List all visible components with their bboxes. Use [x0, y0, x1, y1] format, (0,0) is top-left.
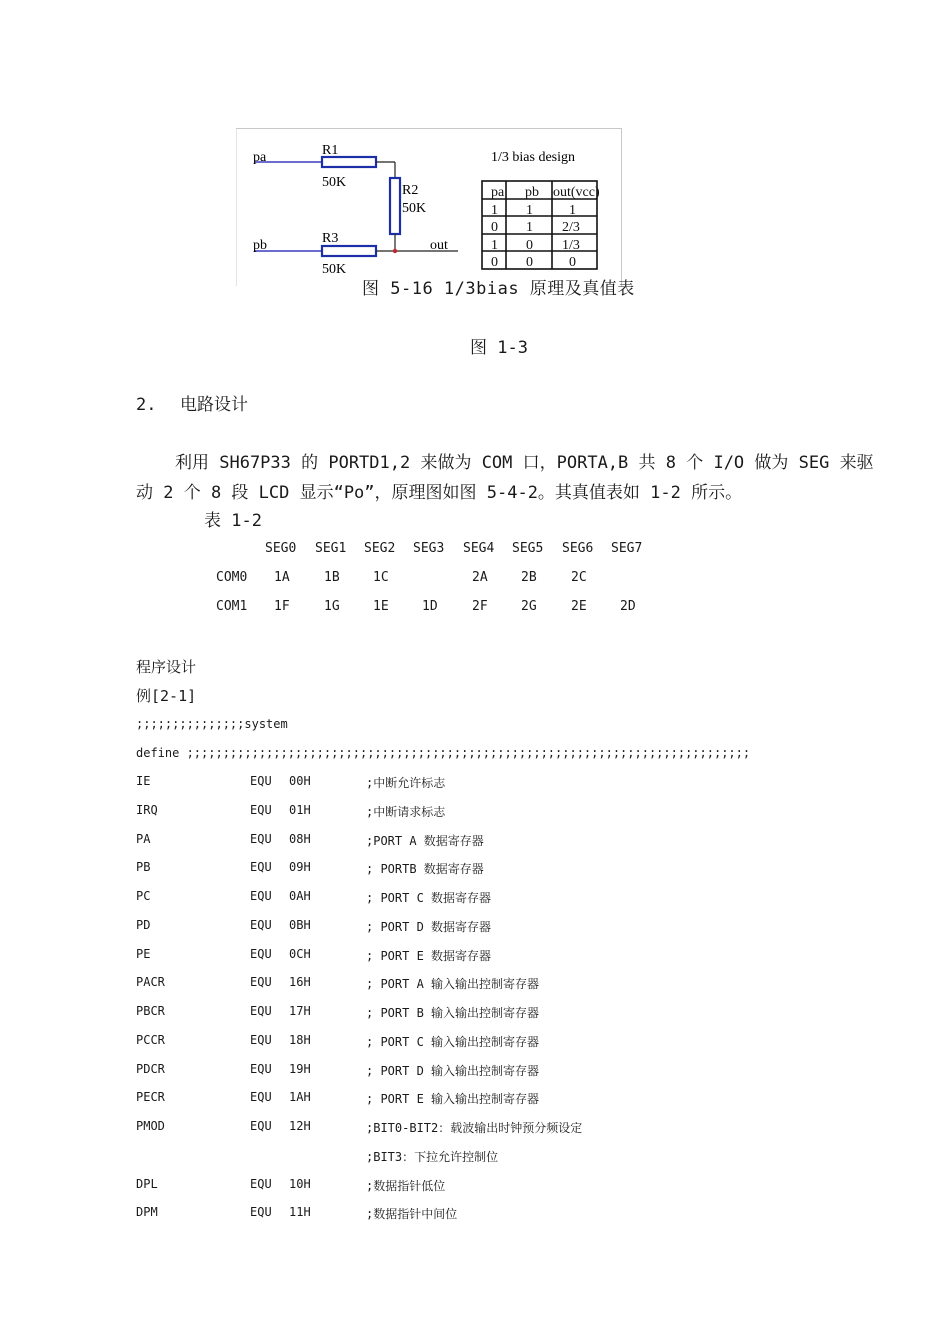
code-op: EQU	[250, 1119, 272, 1133]
code-op: EQU	[250, 889, 272, 903]
seg-cell: 2G	[521, 599, 537, 614]
resistor-r1	[322, 157, 376, 167]
section-heading	[136, 390, 248, 415]
program-title: 程序设计	[136, 658, 197, 676]
seg-header: SEG4	[463, 541, 495, 556]
code-comment: ; PORT B 输入输出控制寄存器	[366, 1006, 540, 1020]
code-comment: ; PORTB 数据寄存器	[366, 862, 484, 876]
code-value: 01H	[289, 803, 311, 817]
seg-cell: 2E	[571, 599, 587, 614]
label-r1-value: 50K	[322, 175, 347, 190]
code-name: IRQ	[136, 803, 158, 817]
code-comment: ;BIT3：下拉允许控制位	[366, 1150, 499, 1164]
code-name: PBCR	[136, 1004, 165, 1018]
code-op: EQU	[250, 1177, 272, 1191]
bias-circuit-diagram	[236, 128, 622, 288]
code-line-define: define ;;;;;;;;;;;;;;;;;;;;;;;;;;;;;;;;;;;;;;;;;;;;;;;;;;;;;;;;;;;;;;;;;;;;;;;;;;;;;;	[136, 746, 751, 760]
code-name: IE	[136, 774, 151, 788]
code-name: DPL	[136, 1177, 158, 1191]
code-value: 17H	[289, 1004, 311, 1018]
label-r3-name: R3	[322, 231, 339, 246]
seg-cell: 2D	[620, 599, 636, 614]
code-op: EQU	[250, 975, 272, 989]
code-value: 10H	[289, 1177, 311, 1191]
code-comment: ; PORT E 输入输出控制寄存器	[366, 1092, 540, 1106]
seg-cell: 1F	[274, 599, 290, 614]
label-r2-name: R2	[402, 183, 419, 198]
paragraph-line: 利用 SH67P33 的 PORTD1,2 来做为 COM 口，PORTA,B 共 8 个 I/O 做为 SEG 来驱	[175, 453, 874, 473]
code-name: PECR	[136, 1090, 165, 1104]
code-op: EQU	[250, 803, 272, 817]
tt-header-pa: pa	[491, 185, 505, 200]
code-op: EQU	[250, 1004, 272, 1018]
code-op: EQU	[250, 1205, 272, 1219]
tt-cell: 0	[526, 238, 533, 253]
seg-cell: 2C	[571, 570, 587, 585]
code-op: EQU	[250, 774, 272, 788]
seg-header: SEG2	[364, 541, 396, 556]
code-name: PMOD	[136, 1119, 165, 1133]
label-pa: pa	[253, 150, 267, 165]
code-line-system: ;;;;;;;;;;;;;;;system	[136, 717, 288, 731]
label-out: out	[430, 238, 448, 253]
seg-header: SEG5	[512, 541, 544, 556]
code-comment: ; PORT C 数据寄存器	[366, 891, 492, 905]
code-name: PC	[136, 889, 151, 903]
code-value: 16H	[289, 975, 311, 989]
code-op: EQU	[250, 1090, 272, 1104]
junction-dot	[393, 249, 397, 253]
code-op: EQU	[250, 1062, 272, 1076]
code-comment: ; PORT A 输入输出控制寄存器	[366, 977, 540, 991]
code-name: PB	[136, 860, 151, 874]
code-op: EQU	[250, 860, 272, 874]
code-name: DPM	[136, 1205, 158, 1219]
code-comment: ; PORT D 输入输出控制寄存器	[366, 1064, 540, 1078]
tt-cell: 0	[569, 255, 576, 270]
code-value: 0AH	[289, 889, 311, 903]
code-value: 1AH	[289, 1090, 311, 1104]
code-value: 09H	[289, 860, 311, 874]
seg-cell: 2F	[472, 599, 488, 614]
code-op: EQU	[250, 832, 272, 846]
code-name: PDCR	[136, 1062, 165, 1076]
seg-cell: 2B	[521, 570, 537, 585]
figure-label: 图 1-3	[470, 338, 528, 358]
seg-cell: 1G	[324, 599, 340, 614]
tt-cell: 0	[491, 255, 498, 270]
section-title: 电路设计	[180, 395, 248, 415]
code-comment: ; PORT E 数据寄存器	[366, 949, 492, 963]
seg-header: SEG0	[265, 541, 297, 556]
seg-header: SEG7	[611, 541, 643, 556]
code-value: 0BH	[289, 918, 311, 932]
code-value: 08H	[289, 832, 311, 846]
code-comment: ; PORT C 输入输出控制寄存器	[366, 1035, 540, 1049]
code-value: 19H	[289, 1062, 311, 1076]
code-name: PE	[136, 947, 151, 961]
code-name: PD	[136, 918, 151, 932]
seg-cell: 1A	[274, 570, 290, 585]
truth-table-title: 1/3 bias design	[491, 150, 575, 165]
code-comment: ;中断允许标志	[366, 776, 446, 790]
tt-cell: 1	[491, 238, 498, 253]
code-comment: ;中断请求标志	[366, 805, 446, 819]
com-label: COM1	[216, 599, 248, 614]
tt-header-out: out(vcc)	[553, 185, 600, 200]
code-comment: ;PORT A 数据寄存器	[366, 834, 484, 848]
tt-cell: 1	[526, 203, 533, 218]
code-op: EQU	[250, 1033, 272, 1047]
program-example-label: 例[2-1]	[136, 687, 197, 705]
code-comment: ;数据指针中间位	[366, 1207, 458, 1221]
label-r3-value: 50K	[322, 262, 347, 277]
code-name: PACR	[136, 975, 165, 989]
code-value: 12H	[289, 1119, 311, 1133]
tt-cell: 1/3	[562, 238, 580, 253]
paragraph-line: 动 2 个 8 段 LCD 显示“Po”，原理图如图 5-4-2。其真值表如 1-2 所示。	[136, 483, 743, 503]
code-value: 00H	[289, 774, 311, 788]
table-caption: 表 1-2	[204, 511, 262, 531]
tt-cell: 1	[569, 203, 576, 218]
tt-cell: 1	[491, 203, 498, 218]
code-comment: ; PORT D 数据寄存器	[366, 920, 492, 934]
seg-cell: 1E	[373, 599, 389, 614]
tt-cell: 1	[526, 220, 533, 235]
code-op: EQU	[250, 918, 272, 932]
section-number: 2.	[136, 395, 157, 415]
code-comment: ;数据指针低位	[366, 1179, 446, 1193]
seg-cell: 1B	[324, 570, 340, 585]
seg-header: SEG6	[562, 541, 594, 556]
code-name: PCCR	[136, 1033, 165, 1047]
tt-cell: 2/3	[562, 220, 580, 235]
seg-cell: 1C	[373, 570, 389, 585]
code-value: 0CH	[289, 947, 311, 961]
tt-cell: 0	[526, 255, 533, 270]
tt-cell: 0	[491, 220, 498, 235]
code-comment: ;BIT0-BIT2：载波输出时钟预分频设定	[366, 1121, 583, 1135]
seg-cell: 1D	[422, 599, 438, 614]
label-r1-name: R1	[322, 143, 339, 158]
label-pb: pb	[253, 238, 267, 253]
com-label: COM0	[216, 570, 248, 585]
tt-header-pb: pb	[525, 185, 539, 200]
resistor-r2	[390, 178, 400, 234]
seg-header: SEG1	[315, 541, 347, 556]
seg-header: SEG3	[413, 541, 445, 556]
label-r2-value: 50K	[402, 201, 427, 216]
resistor-r3	[322, 246, 376, 256]
code-name: PA	[136, 832, 151, 846]
code-value: 18H	[289, 1033, 311, 1047]
figure-caption: 图 5-16 1/3bias 原理及真值表	[362, 279, 635, 299]
seg-cell: 2A	[472, 570, 488, 585]
code-op: EQU	[250, 947, 272, 961]
code-value: 11H	[289, 1205, 311, 1219]
